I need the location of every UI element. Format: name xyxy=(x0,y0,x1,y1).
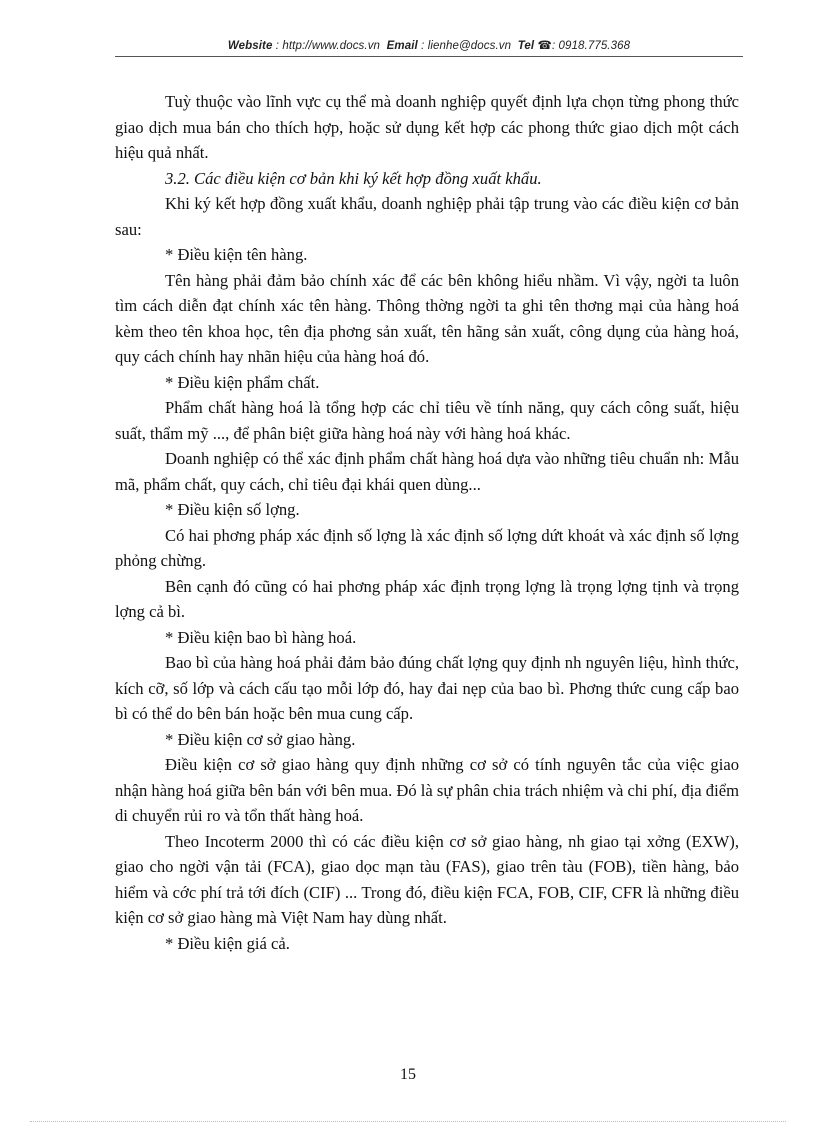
paragraph: Theo Incoterm 2000 thì có các điều kiện cơ sở giao hàng, nh giao tại xởng (EXW), giao cho ngời vận tải (FCA), giao dọc mạn tàu (FAS), giao trên tàu (FOB), tiền hàng, bảo hiểm và cớc phí trả tới đích (CIF) ... Trong đó, điều kiện FCA, FOB, CIF, CFR là những điều kiện cơ sở giao hàng mà Việt Nam hay dùng nhất. xyxy=(115,831,739,927)
paragraph: Phẩm chất hàng hoá là tổng hợp các chỉ tiêu về tính năng, quy cách công suất, hiệu suất, thẩm mỹ ..., để phân biệt giữa hàng hoá này với hàng hoá khác. xyxy=(115,398,739,443)
paragraph: Bao bì của hàng hoá phải đảm bảo đúng chất lợng quy định nh nguyên liệu, hình thức, kích cỡ, số lớp và cách cấu tạo mỗi lớp đó, hay đai nẹp của bao bì. Phơng thức cung cấp bao bì có thể do bên bán hoặc bên mua cung cấp. xyxy=(115,653,739,723)
header-divider xyxy=(115,56,743,57)
page-number: 15 xyxy=(400,1066,416,1083)
website-label: Website xyxy=(227,40,273,52)
paragraph: Tuỳ thuộc vào lĩnh vực cụ thể mà doanh nghiệp quyết định lựa chọn từng phong thức giao dịch mua bán cho thích hợp, hoặc sử dụng kết hợp các phong thức giao dịch một cách hiệu quả nhất. xyxy=(115,92,739,162)
email-value: : lienhe@docs.vn xyxy=(421,40,512,52)
phone-icon: ☎ xyxy=(537,40,552,52)
subheading-item: * Điều kiện phẩm chất. xyxy=(165,372,320,392)
paragraph: Bên cạnh đó cũng có hai phơng pháp xác định trọng lợng là trọng lợng tịnh và trọng lợng cả bì. xyxy=(115,576,739,621)
document-body xyxy=(115,89,739,956)
tel-value: : 0918.775.368 xyxy=(551,40,631,52)
email-label: Email xyxy=(386,40,418,52)
paragraph: Có hai phơng pháp xác định số lợng là xác định số lợng dứt khoát và xác định số lợng phỏng chừng. xyxy=(115,525,739,570)
page-header xyxy=(115,38,743,52)
subheading-item: * Điều kiện giá cả. xyxy=(165,933,290,953)
paragraph: Điều kiện cơ sở giao hàng quy định những cơ sở có tính nguyên tắc của việc giao nhận hàng hoá giữa bên bán với bên mua. Đó là sự phân chia trách nhiệm và chi phí, địa điểm di chuyển rủi ro và tổn thất hàng hoá. xyxy=(115,755,739,825)
subheading-item: * Điều kiện bao bì hàng hoá. xyxy=(165,627,357,647)
paragraph: Tên hàng phải đảm bảo chính xác để các bên không hiểu nhầm. Vì vậy, ngời ta luôn tìm cách diễn đạt chính xác tên hàng. Thông thờng ngời ta ghi tên thơng mại của hàng hoá kèm theo tên khoa học, tên địa phơng sản xuất, tên hãng sản xuất, công dụng của hàng hoá, quy cách chính hay nhãn hiệu của hàng hoá đó. xyxy=(115,270,739,366)
paragraph: Khi ký kết hợp đồng xuất khẩu, doanh nghiệp phải tập trung vào các điều kiện cơ bản sau: xyxy=(115,194,739,239)
subheading-item: * Điều kiện cơ sở giao hàng. xyxy=(165,729,356,749)
section-heading: 3.2. Các điều kiện cơ bản khi ký kết hợp đồng xuất khẩu. xyxy=(165,168,542,188)
subheading-item: * Điều kiện số lợng. xyxy=(165,500,300,519)
tel-label: Tel xyxy=(517,40,535,52)
subheading-item: * Điều kiện tên hàng. xyxy=(165,245,308,264)
footer-divider xyxy=(30,1121,786,1122)
paragraph: Doanh nghiệp có thể xác định phẩm chất hàng hoá dựa vào những tiêu chuẩn nh: Mẫu mã, phẩm chất, quy cách, chỉ tiêu đại khái quen dùng... xyxy=(115,449,739,494)
website-value: : http://www.docs.vn xyxy=(275,40,381,52)
